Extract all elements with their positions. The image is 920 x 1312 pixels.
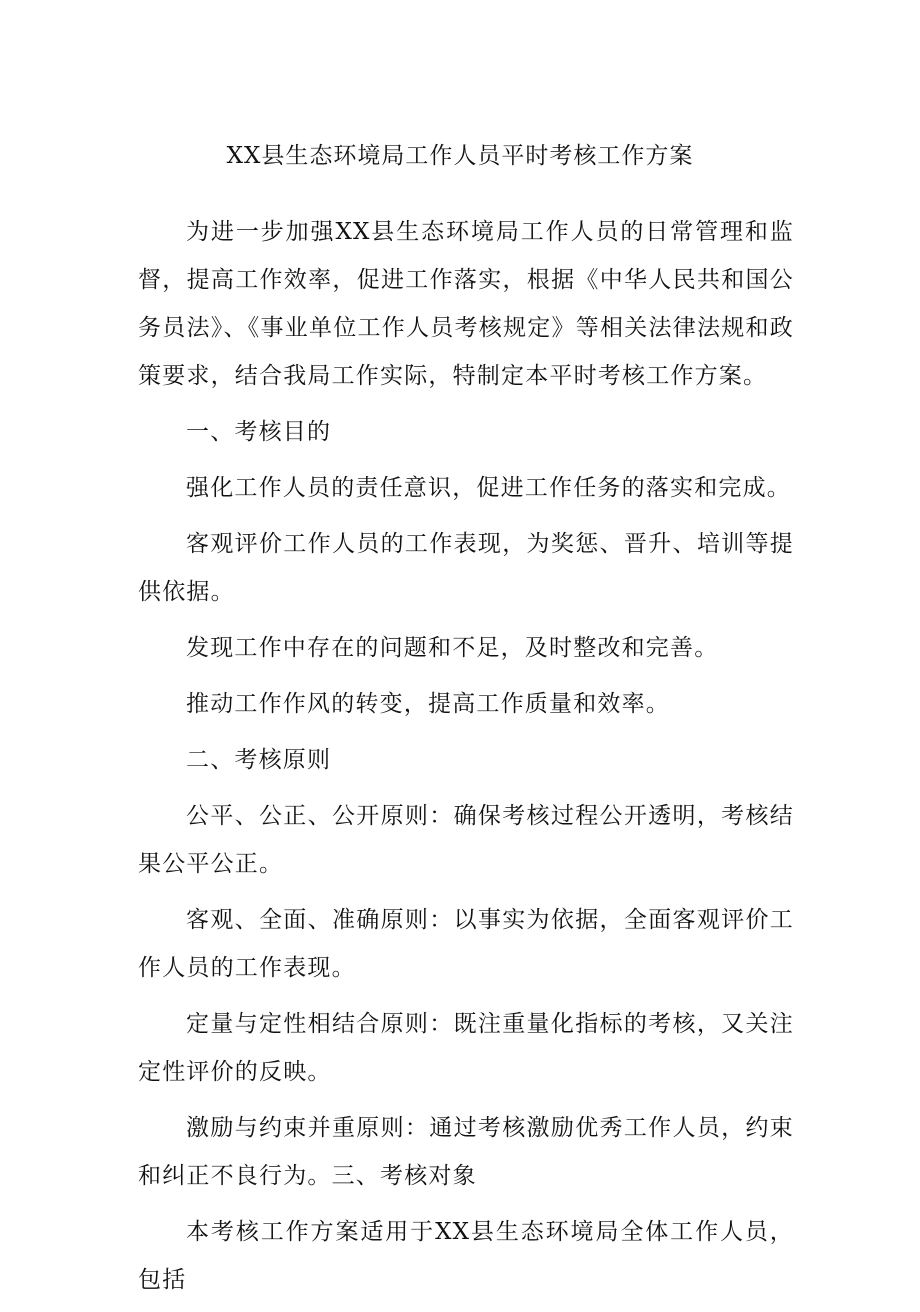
document-body [138, 208, 794, 1312]
paragraph-purpose-4: 推动工作作风的转变，提高工作质量和效率。 [186, 691, 670, 717]
paragraph-principle-1: 公平、公正、公开原则：确保考核过程公开透明，考核结果公平公正。 [138, 803, 794, 877]
section-heading-principles: 二、考核原则 [186, 747, 332, 773]
section-heading-purpose: 一、考核目的 [186, 419, 332, 445]
paragraph-scope: 本考核工作方案适用于XX县生态环境局全体工作人员，包括 [138, 1219, 794, 1293]
paragraph-principle-3: 定量与定性相结合原则：既注重量化指标的考核，又关注定性评价的反映。 [138, 1011, 794, 1085]
paragraph-purpose-1: 强化工作人员的责任意识，促进工作任务的落实和完成。 [186, 475, 791, 501]
paragraph-purpose-3: 发现工作中存在的问题和不足，及时整改和完善。 [186, 635, 719, 661]
paragraph-principle-4: 激励与约束并重原则：通过考核激励优秀工作人员，约束和纠正不良行为。三、考核对象 [138, 1115, 794, 1189]
paragraph-principle-2: 客观、全面、准确原则：以事实为依据，全面客观评价工作人员的工作表现。 [138, 907, 794, 981]
paragraph-purpose-2: 客观评价工作人员的工作表现，为奖惩、晋升、培训等提供依据。 [138, 531, 794, 605]
document-title: XX县生态环境局工作人员平时考核工作方案 [226, 143, 694, 169]
paragraph-intro: 为进一步加强XX县生态环境局工作人员的日常管理和监督，提高工作效率，促进工作落实，根据《中华人民共和国公务员法》、《事业单位工作人员考核规定》等相关法律法规和政策要求，结合我局工作实际，特制定本平时考核工作方案。 [138, 219, 794, 389]
